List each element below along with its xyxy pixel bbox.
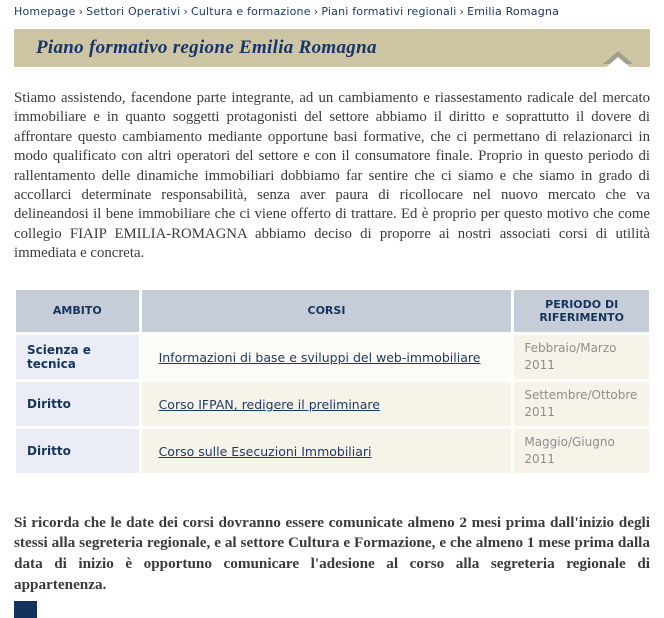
periodo-cell: Maggio/Giugno 2011 <box>514 429 649 473</box>
breadcrumb-separator: › <box>183 5 188 18</box>
breadcrumb-current-page: Emilia Romagna <box>467 5 560 18</box>
page-title-bar <box>14 29 650 67</box>
breadcrumb-separator: › <box>313 5 319 18</box>
footer-block <box>14 601 37 618</box>
ambito-cell: Diritto <box>16 382 139 426</box>
breadcrumb-separator: › <box>78 5 84 18</box>
corso-cell <box>142 429 512 473</box>
ambito-cell: Scienza e tecnica <box>16 335 139 379</box>
breadcrumb-separator: › <box>459 5 465 18</box>
breadcrumb-link-homepage[interactable]: Homepage <box>14 5 76 18</box>
intro-paragraph: Stiamo assistendo, facendone parte integrante, ad un cambiamento e riassestamento radicale del mercato immobiliare e in quanto soggetti protagonisti del settore abbiamo il diritto e soprattutto il dovere di affrontare questo cambiamento mediante opportune basi formative, che ci permettano di relazionarci in modo qualificato con altri operatori del settore e con il consumatore finale. Proprio in questo periodo di rallentamento delle dinamiche immobiliari dobbiamo far sentire che ci siamo e che siamo in grado di accollarci determinate responsabilità, senza aver paura di ricollocare nel nuovo mercato che va delineandosi il bene immobiliare che ci viene offerto di trattare. Ed è proprio per questo motivo che come collegio FIAIP EMILIA-ROMAGNA abbiamo deciso di proporre ai nostri associati corsi di utilità immediata e concreta. <box>14 90 650 262</box>
page-title: Piano formativo regione Emilia Romagna <box>36 37 377 58</box>
corso-cell <box>142 335 512 379</box>
breadcrumb-link-piani-formativi-regionali[interactable]: Piani formativi regionali <box>321 5 457 18</box>
breadcrumb-link-cultura-e-formazione[interactable]: Cultura e formazione <box>190 5 311 18</box>
course-link-web-immobiliare[interactable]: Informazioni di base e sviluppi del web-immobiliare <box>158 350 481 366</box>
chevron-notch <box>603 57 633 70</box>
ambito-cell: Diritto <box>16 429 139 473</box>
course-link-esecuzioni-immobiliari[interactable]: Corso sulle Esecuzioni Immobiliari <box>158 444 372 460</box>
table-row <box>16 335 649 379</box>
column-header-ambito: AMBITO <box>16 290 139 332</box>
chevron-up-icon[interactable] <box>600 49 636 67</box>
column-header-periodo: PERIODO DI RIFERIMENTO <box>514 290 649 332</box>
breadcrumb-link-settori-operativi[interactable]: Settori Operativi <box>86 5 181 18</box>
periodo-cell: Settembre/Ottobre 2011 <box>514 382 649 426</box>
footer-note-paragraph: Si ricorda che le date dei corsi dovranno essere comunicate almeno 2 mesi prima dall'inizio degli stessi alla segreteria regionale, e al settore Cultura e Formazione, e che almeno 1 mese prima dalla data di inizio è opportuno comunicare l'adesione al corso alla segreteria regionale di appartenenza. <box>14 513 650 594</box>
table-header-row <box>16 290 649 332</box>
breadcrumb <box>0 0 664 18</box>
course-link-ifpan-preliminare[interactable]: Corso IFPAN, redigere il preliminare <box>158 397 380 413</box>
courses-table <box>13 287 652 476</box>
corso-cell <box>142 382 512 426</box>
table-row <box>16 429 649 473</box>
periodo-cell: Febbraio/Marzo 2011 <box>514 335 649 379</box>
column-header-corsi: CORSI <box>142 290 512 332</box>
table-row <box>16 382 649 426</box>
